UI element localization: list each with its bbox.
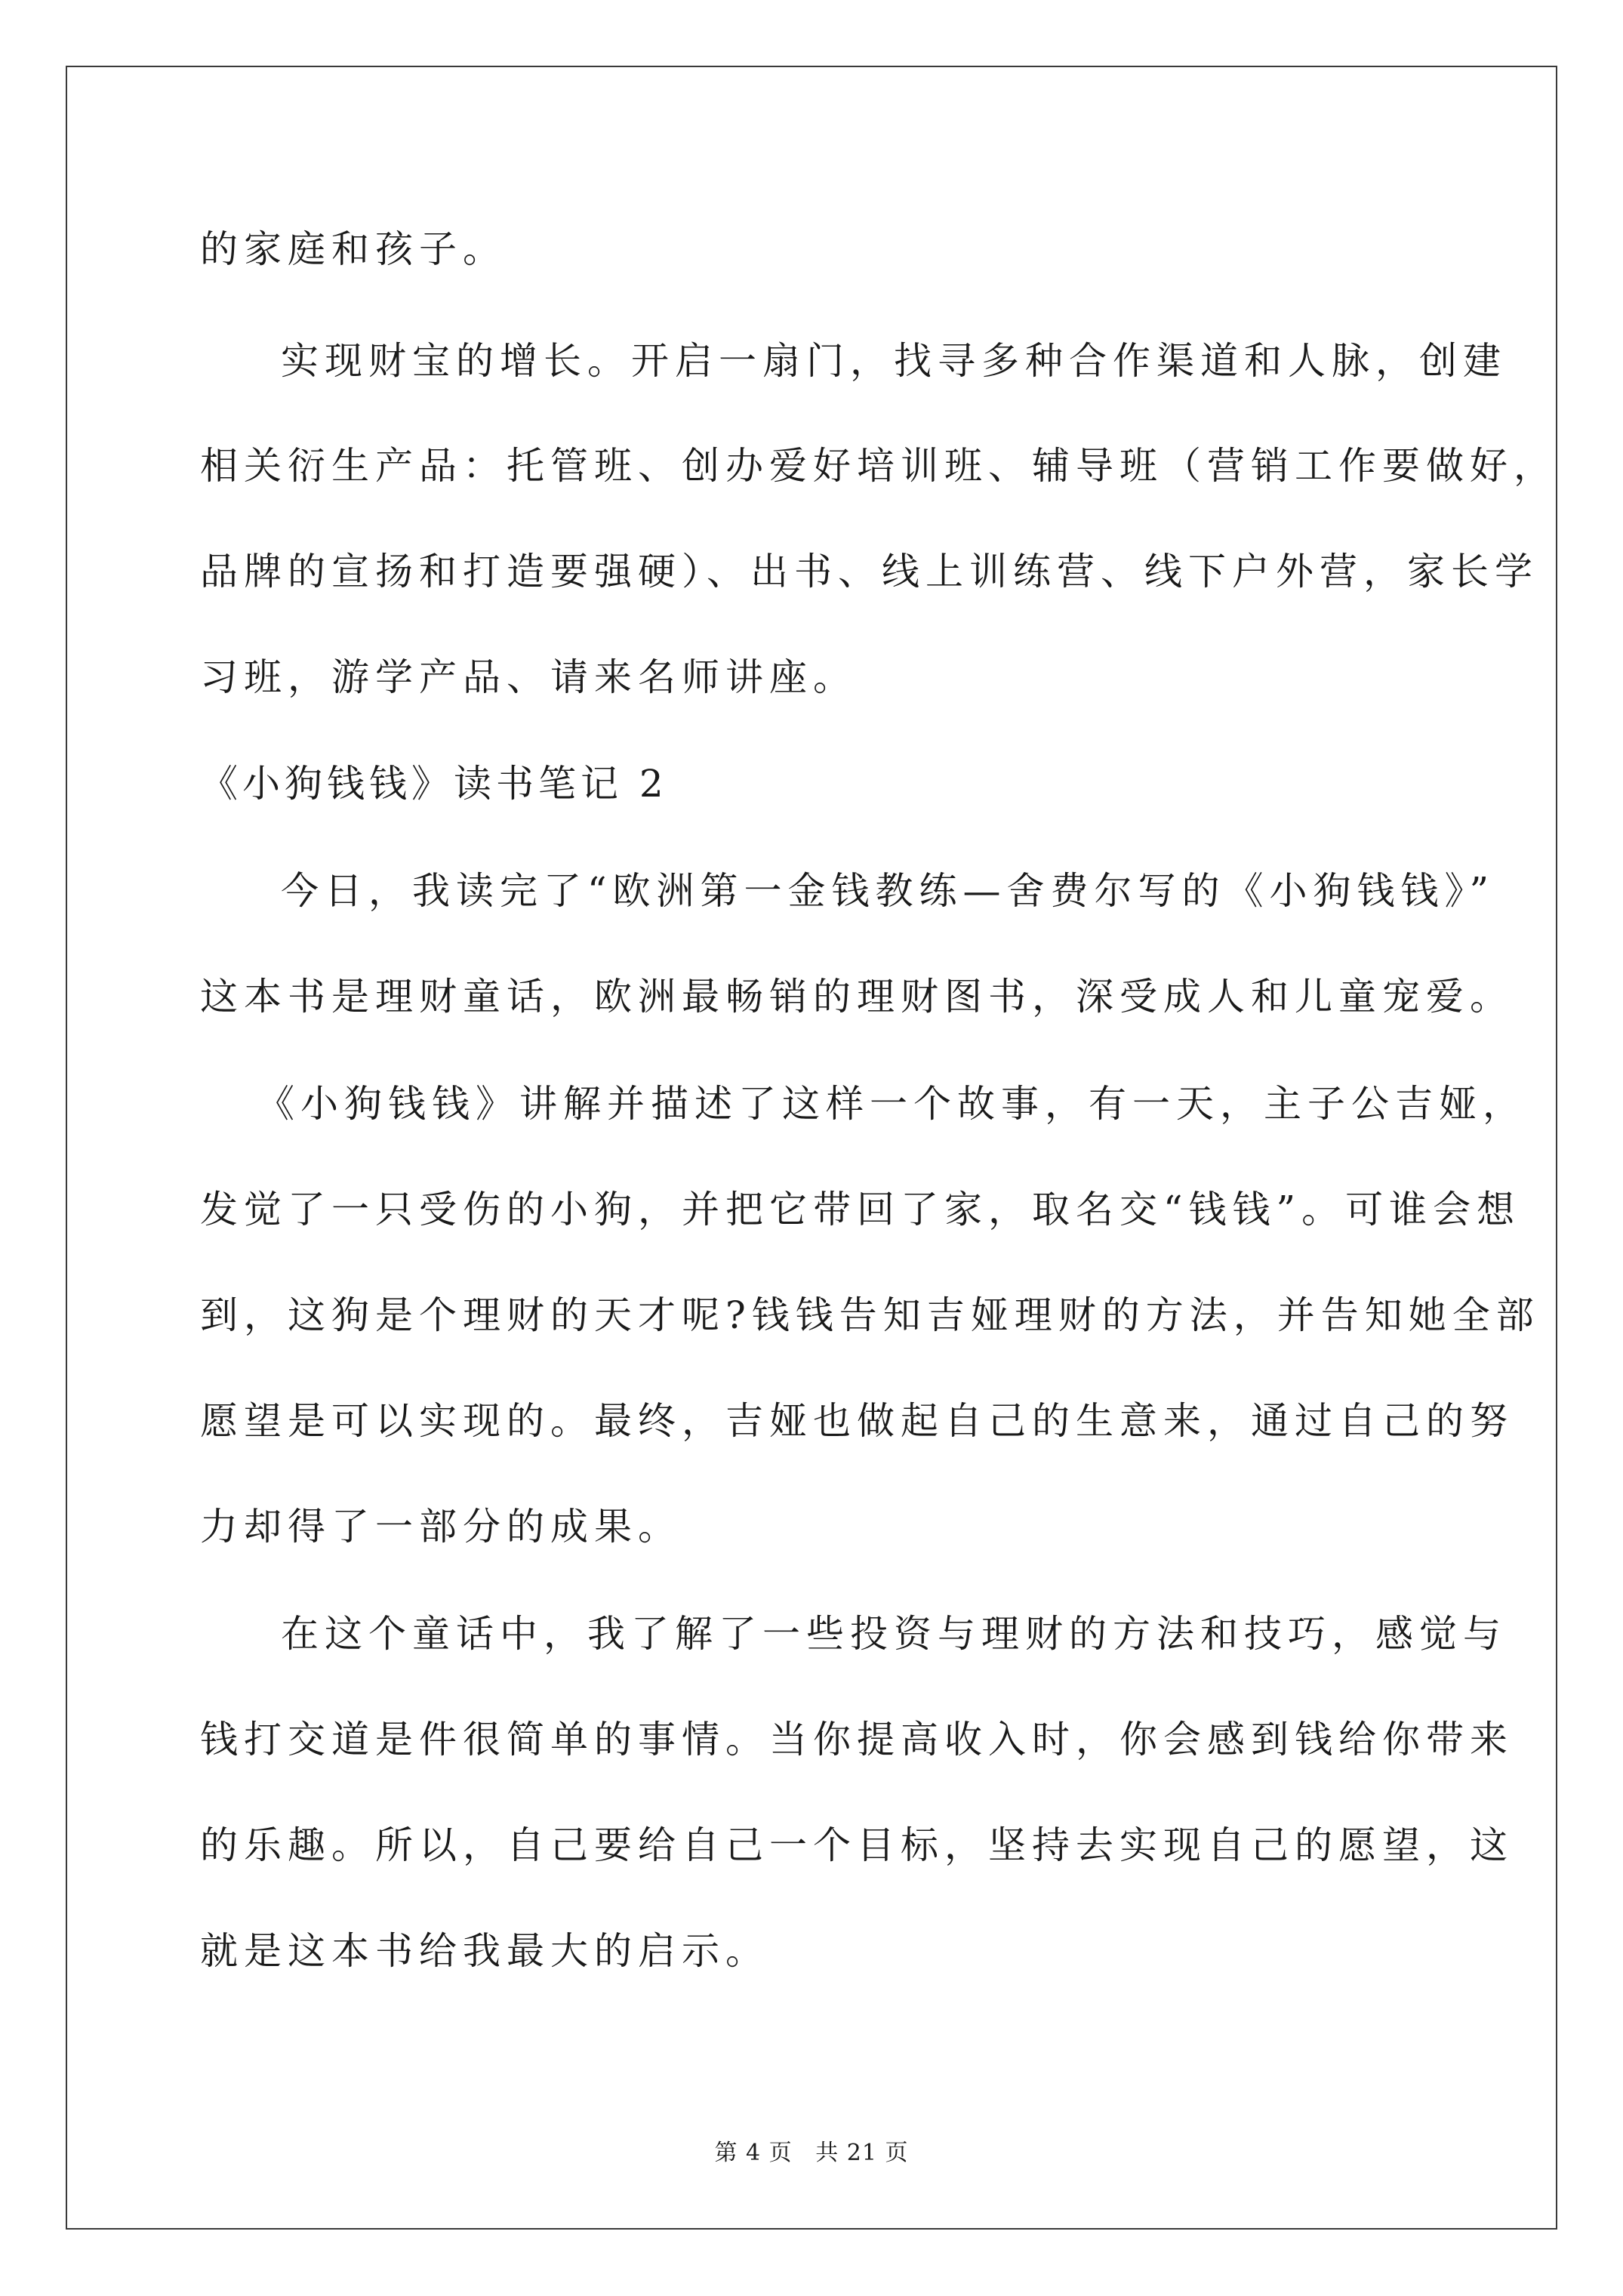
- body-line-8: 《小狗钱钱》讲解并描述了这样一个故事，有一天，主子公吉娅，: [257, 1082, 1526, 1126]
- page-footer: [0, 2138, 1623, 2168]
- page-number: 第 4 页: [714, 2140, 793, 2166]
- body-line-9: 发觉了一只受伤的小狗，并把它带回了家，取名交“钱钱”。可谁会想: [200, 1188, 1521, 1231]
- body-line-3: 相关衍生产品：托管班、创办爱好培训班、辅导班（营销工作要做好，: [200, 444, 1557, 488]
- body-line-5: 习班，游学产品、请来名师讲座。: [200, 655, 857, 699]
- body-line-7: 这本书是理财童话，欧洲最畅销的理财图书，深受成人和儿童宠爱。: [200, 975, 1514, 1019]
- body-line-10: 到，这狗是个理财的天才呢?钱钱告知吉娅理财的方法，并告知她全部: [200, 1293, 1540, 1337]
- body-line-12: 力却得了一部分的成果。: [200, 1505, 682, 1549]
- body-line-11: 愿望是可以实现的。最终，吉娅也做起自己的生意来，通过自己的努: [200, 1399, 1514, 1443]
- page-total: 共 21 页: [815, 2140, 909, 2166]
- body-line-1: 的家庭和孩子。: [200, 227, 507, 271]
- body-line-6: 今日，我读完了“欧洲第一金钱教练—舍费尔写的《小狗钱钱》”: [281, 869, 1495, 913]
- body-line-16: 就是这本书给我最大的启示。: [200, 1929, 769, 1973]
- page-frame: [66, 66, 1557, 2230]
- body-line-2: 实现财宝的增长。开启一扇门，找寻多种合作渠道和人脉，创建: [281, 339, 1507, 383]
- body-line-4: 品牌的宣扬和打造要强硬）、出书、线上训练营、线下户外营，家长学: [200, 550, 1538, 593]
- body-line-13: 在这个童话中，我了解了一些投资与理财的方法和技巧，感觉与: [281, 1612, 1507, 1656]
- body-line-14: 钱打交道是件很简单的事情。当你提高收入时，你会感到钱给你带来: [200, 1718, 1514, 1761]
- section-heading: 《小狗钱钱》读书笔记 2: [200, 762, 668, 806]
- body-line-15: 的乐趣。所以，自己要给自己一个目标，坚持去实现自己的愿望，这: [200, 1823, 1514, 1867]
